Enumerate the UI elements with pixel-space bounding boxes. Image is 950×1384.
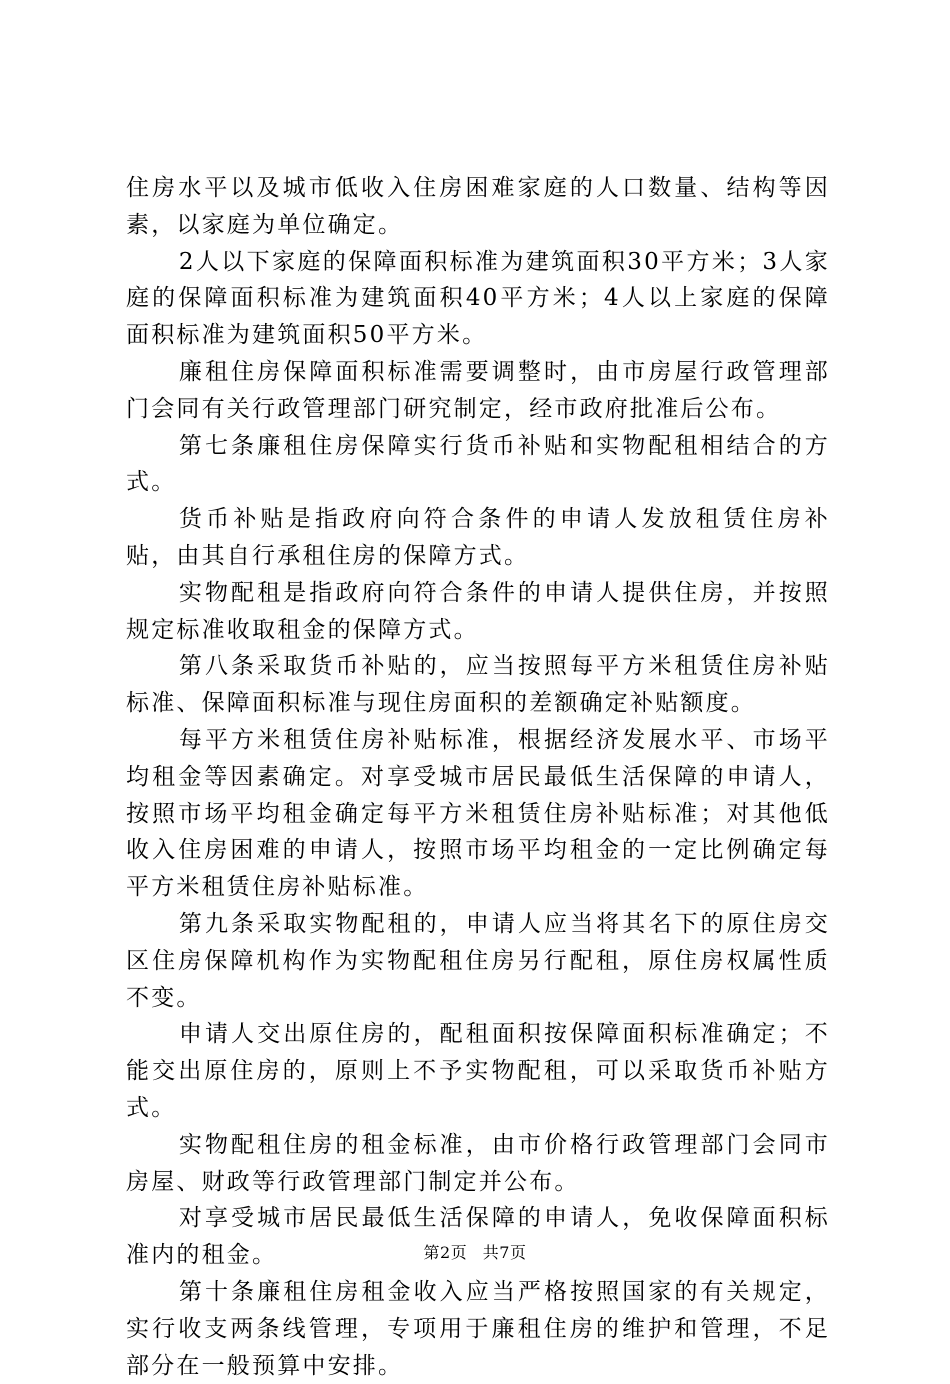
paragraph: 每平方米租赁住房补贴标准，根据经济发展水平、市场平均租金等因素确定。对享受城市居民最低生活保障的申请人，按照市场平均租金确定每平方米租赁住房补贴标准；对其他低收入住房困难的申请人，按照市场平均租金的一定比例确定每平方米租赁住房补贴标准。 [126,726,830,901]
paragraph: 第九条采取实物配租的，申请人应当将其名下的原住房交区住房保障机构作为实物配租住房另行配租，原住房权属性质不变。 [126,910,830,1011]
paragraph: 第八条采取货币补贴的，应当按照每平方米租赁住房补贴标准、保障面积标准与现住房面积的差额确定补贴额度。 [126,653,830,717]
paragraph: 2人以下家庭的保障面积标准为建筑面积30平方米；3人家庭的保障面积标准为建筑面积40平方米；4人以上家庭的保障面积标准为建筑面积50平方米。 [126,248,830,349]
paragraph: 实物配租是指政府向符合条件的申请人提供住房，并按照规定标准收取租金的保障方式。 [126,579,830,643]
paragraph: 对享受城市居民最低生活保障的申请人，免收保障面积标准内的租金。 [126,1205,830,1269]
paragraph: 申请人交出原住房的，配租面积按保障面积标准确定；不能交出原住房的，原则上不予实物配租，可以采取货币补贴方式。 [126,1021,830,1121]
paragraph: 第七条廉租住房保障实行货币补贴和实物配租相结合的方式。 [126,432,830,496]
paragraph: 实物配租住房的租金标准，由市价格行政管理部门会同市房屋、财政等行政管理部门制定并公布。 [126,1131,830,1195]
paragraph: 住房水平以及城市低收入住房困难家庭的人口数量、结构等因素，以家庭为单位确定。 [126,175,830,238]
paragraph: 货币补贴是指政府向符合条件的申请人发放租赁住房补贴，由其自行承租住房的保障方式。 [126,506,830,569]
page-number: 第2页 [423,1243,468,1262]
page-total: 共7页 [482,1243,527,1262]
paragraph: 第十条廉租住房租金收入应当严格按照国家的有关规定，实行收支两条线管理，专项用于廉租住房的维护和管理，不足部分在一般预算中安排。 [126,1278,830,1379]
paragraph: 廉租住房保障面积标准需要调整时，由市房屋行政管理部门会同有关行政管理部门研究制定，经市政府批准后公布。 [126,358,830,422]
document-body [126,170,830,1384]
page-footer [0,1243,950,1263]
